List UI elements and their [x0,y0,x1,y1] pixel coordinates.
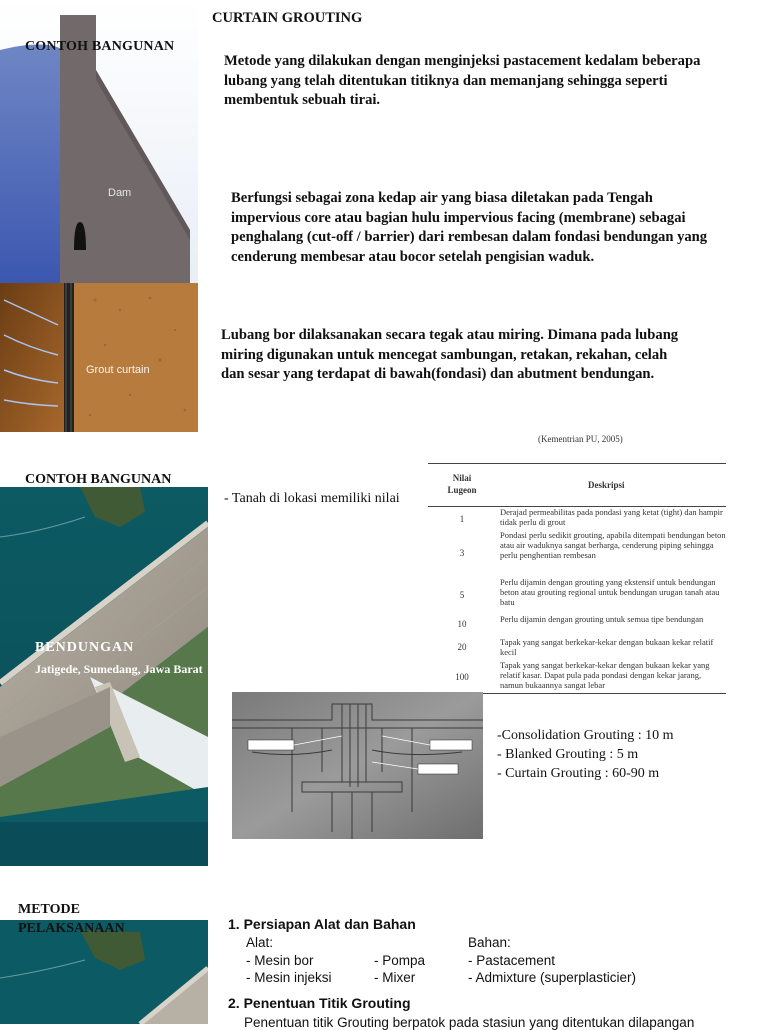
alat-label: Alat: [246,935,274,950]
paragraph-function: Berfungsi sebagai zona kedap air yang biasa diletakan pada Tengah impervious core atau bagian hulu impervious facing (membrane) sebagai penghalang (cut-off / barrier) dari rembesan dalam fondasi bendungan yang cenderung membesar atau bocor setelah pengisian waduk. [231,190,708,265]
alat-item: - Pompa [374,953,426,968]
table-row-value: 1 [459,514,465,524]
page-title: CURTAIN GROUTING [212,10,363,26]
depth-curtain: - Curtain Grouting : 60-90 m [497,766,660,781]
alat-item: - Mesin bor [246,953,314,968]
dam-location-label: Jatigede, Sumedang, Jawa Barat [35,662,203,676]
table-row-desc: Derajad permeabilitas pada pondasi yang ketat (tight) dan hampir tidak perlu di grout [500,507,723,527]
table-row-value: 100 [455,672,469,682]
step-2-text: Penentuan titik Grouting berpatok pada stasiun yang ditentukan dilapangan [244,1015,695,1030]
table-header-value: Nilai Lugeon [447,473,477,495]
table-rule-top [428,463,726,464]
dam-label: Dam [108,187,132,199]
step-1-title: 1. Persiapan Alat dan Bahan [228,916,416,932]
table-row-value: 20 [457,642,467,652]
lugeon-lead-text: - Tanah di lokasi memiliki nilai [224,491,400,506]
bahan-label: Bahan: [468,935,511,950]
alat-item: - Mesin injeksi [246,970,332,985]
grout-curtain-label: Grout curtain [86,364,150,376]
table-row-desc: Perlu dijamin dengan grouting untuk semua tipe bendungan [500,614,704,624]
table-row-value: 10 [457,619,467,629]
dam-name-label: BENDUNGAN [35,640,135,655]
table-row-desc: Perlu dijamin dengan grouting yang ekstensif untuk bendungan beton atau grouting regional untuk bendungan urugan tanah atau batu [500,577,720,607]
table-row-desc: Tapak yang sangat berkekar-kekar dengan bukaan kekar relatif kecil [500,637,714,657]
depth-consolidation: -Consolidation Grouting : 10 m [497,728,674,743]
table-row-value: 5 [459,590,465,600]
dam-grout-curtain-illustration [0,0,198,432]
lugeon-table [428,430,728,696]
figure-label-contoh-bangunan-2: CONTOH BANGUNAN [25,472,172,487]
table-row-value: 3 [459,548,465,558]
table-row-desc: Pondasi perlu sedikit grouting, apabila ditempati bendungan beton atau air waduknya sangat berharga, cenderung piping sehingga perlu penghentian rembesan [500,530,726,560]
table-caption: (Kementrian PU, 2005) [538,434,623,444]
grouting-cross-section-drawing [232,692,483,839]
alat-item: - Mixer [374,970,416,985]
step-2-title: 2. Penentuan Titik Grouting [228,995,411,1011]
bahan-item: - Pastacement [468,953,556,968]
figure-label-metode-pelaksanaan: METODE PELAKSANAAN [18,902,125,936]
table-header-description: Deskripsi [588,480,625,490]
table-row-desc: Tapak yang sangat berkekar-kekar dengan bukaan kekar yang relatif kasar. Dapat pula pada pondasi dengan kekar jarang, namun bukaannya sangat lebar [500,660,710,690]
depth-blanked: - Blanked Grouting : 5 m [497,747,639,762]
paragraph-definition: Metode yang dilakukan dengan menginjeksi pastacement kedalam beberapa lubang yang telah ditentukan titiknya dan memanjang sehingga seperti membentuk sebuah tirai. [224,53,701,108]
figure-label-contoh-bangunan: CONTOH BANGUNAN [25,39,175,54]
paragraph-drilling: Lubang bor dilaksanakan secara tegak atau miring. Dimana pada lubang miring digunakan untuk mencegat sambungan, retakan, rekahan, celah dan sesar yang terdapat di bawah(fondasi) dan abutment bendungan. [221,327,679,382]
bahan-item: - Admixture (superplasticier) [468,970,637,985]
